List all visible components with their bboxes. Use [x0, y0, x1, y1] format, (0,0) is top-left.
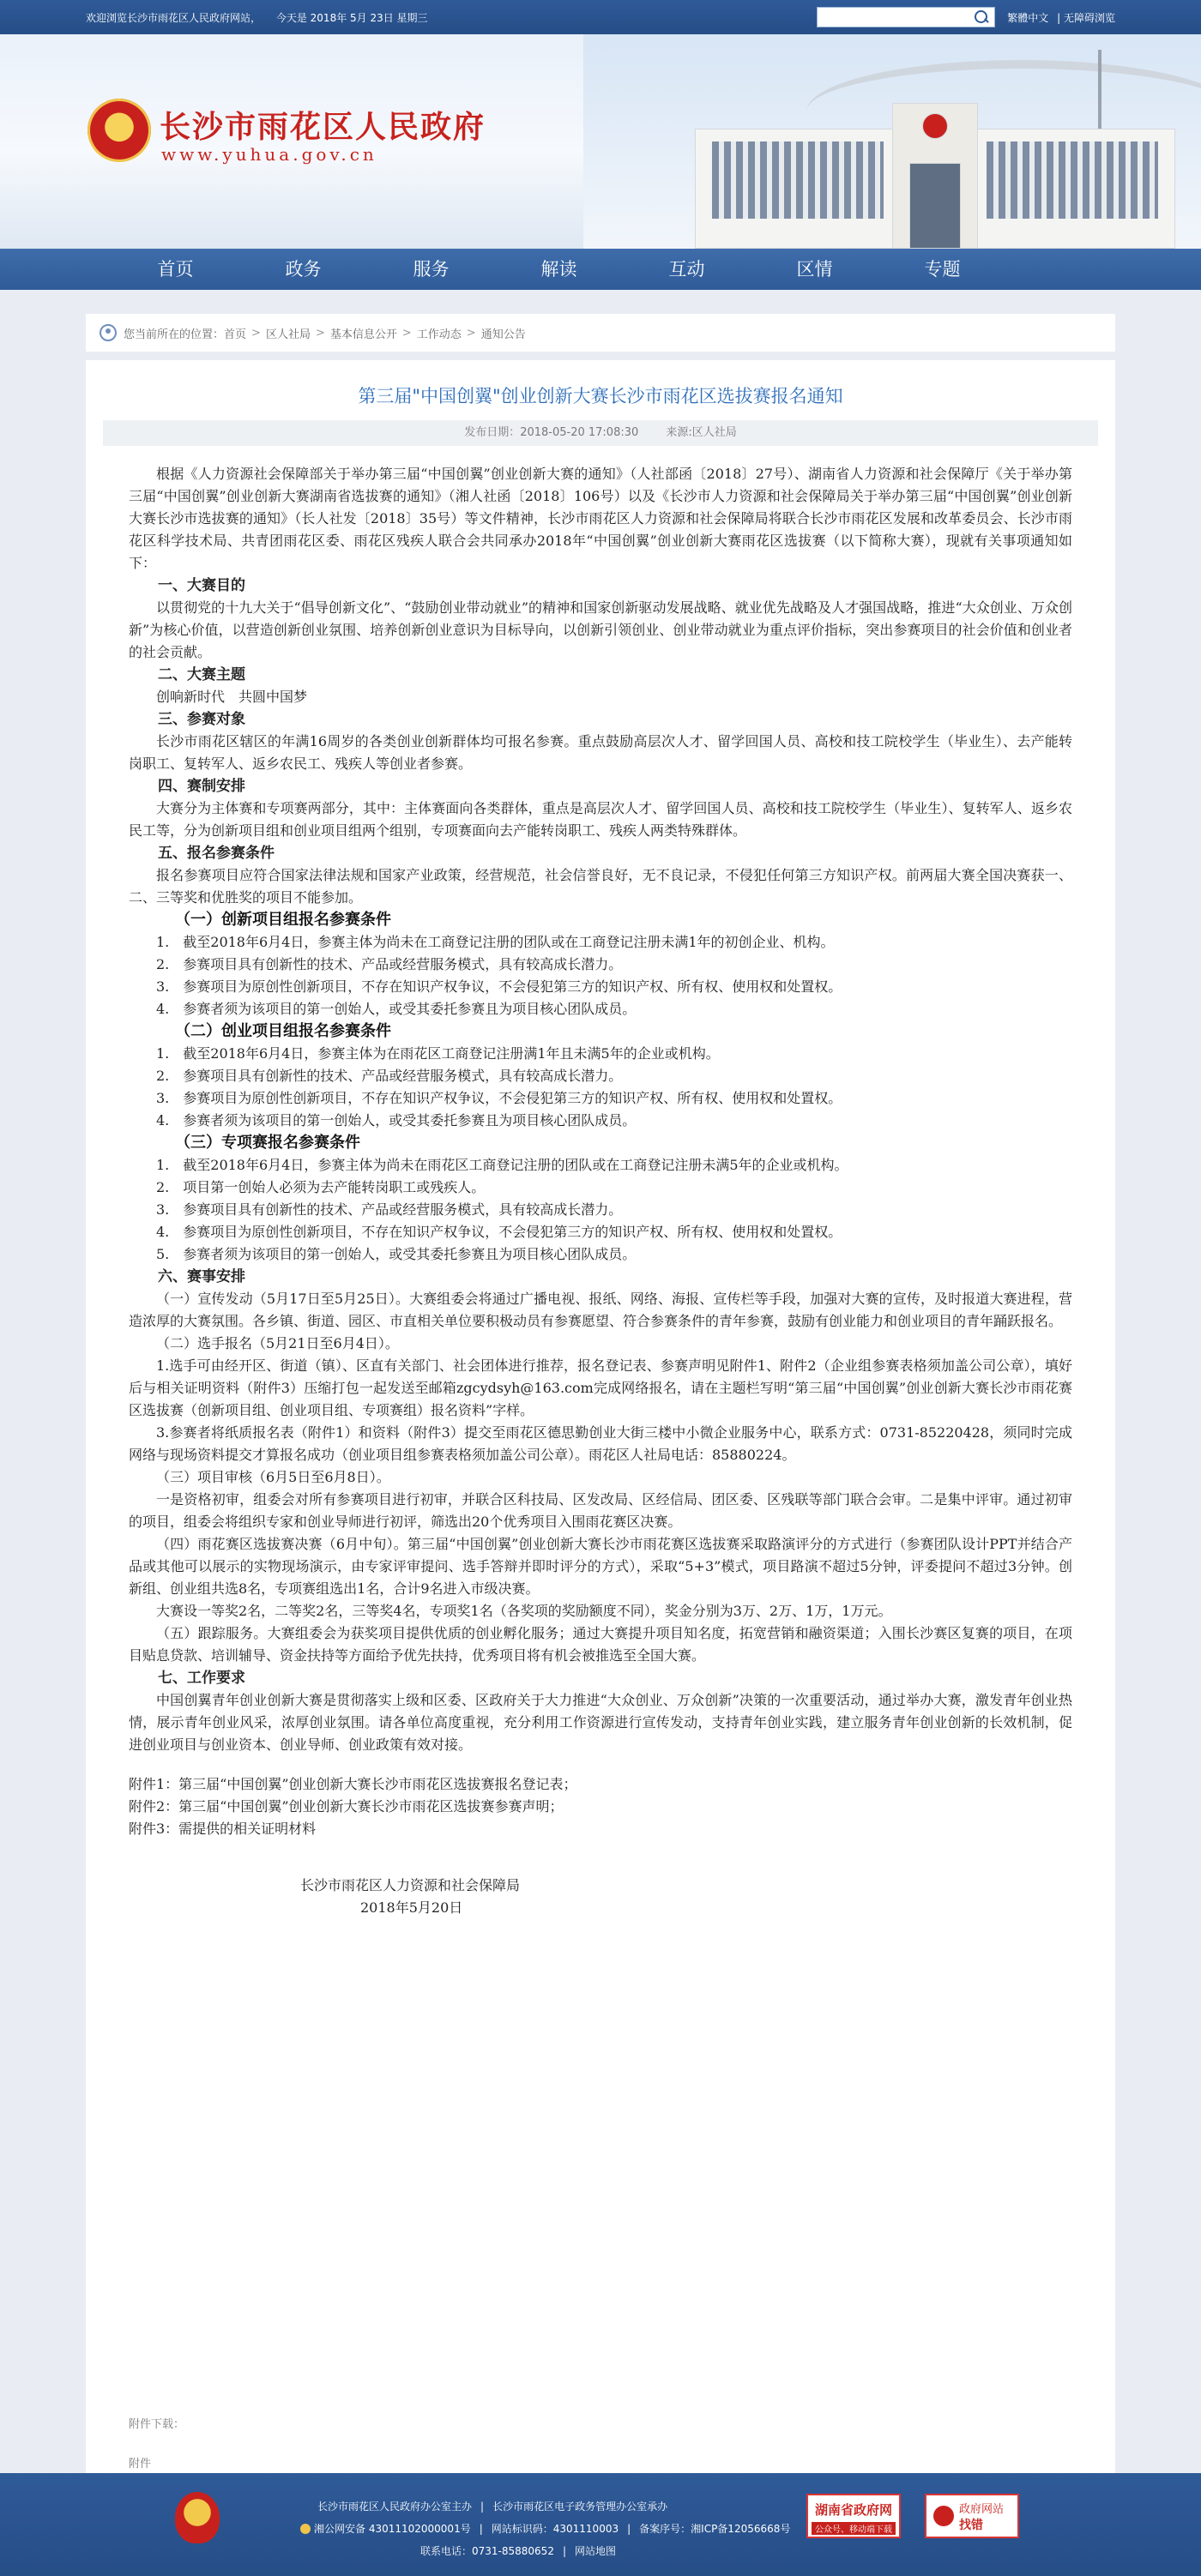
search-box	[817, 7, 995, 27]
breadcrumb-notices[interactable]: 通知公告	[480, 328, 526, 341]
site-title[interactable]: 长沙市雨花区人民政府	[160, 109, 486, 145]
hunan-gov-badge-title: 湖南省政府网	[814, 2502, 892, 2518]
nav-district-info[interactable]: 区情	[796, 259, 833, 280]
paragraph: 中国创翼青年创业创新大赛是贯彻落实上级和区委、区政府关于大力推进“大众创业、万众创新”决策的一次重要活动，通过举办大赛，激发青年创业热情，展示青年创业风采，浓厚创业氛围。请各单位高度重视，充分利用工作资源进行宣传发动，支持青年创业实践，建立服务青年创业创新的长效机制，促进创业项目与创业资本、创业导师、创业政策有效对接。	[129, 1692, 1072, 1753]
section-heading: 二、大赛主题	[158, 666, 245, 683]
article-source: 来源:区人社局	[666, 426, 737, 439]
nav-interpretation[interactable]: 解读	[540, 259, 577, 280]
paragraph: 4. 参赛者须为该项目的第一创始人，或受其委托参赛且为项目核心团队成员。	[156, 1001, 637, 1017]
paragraph: 2. 项目第一创始人必须为去产能转岗职工或残疾人。	[156, 1179, 486, 1195]
report-error-badge[interactable]	[925, 2494, 1019, 2538]
site-url: www.yuhua.gov.cn	[161, 144, 377, 165]
signature-line: 长沙市雨花区人力资源和社会保障局	[300, 1877, 521, 1893]
paragraph: 3. 参赛项目为原创性创新项目，不存在知识产权争议，不会侵犯第三方的知识产权、所有权、使用权和处置权。	[156, 978, 842, 995]
section-heading: 五、报名参赛条件	[158, 845, 275, 862]
footer-icp[interactable]: 备案序号：湘ICP备12056668号	[639, 2523, 791, 2535]
footer-organizer: 长沙市雨花区电子政务管理办公室承办	[492, 2501, 668, 2513]
section-heading: 四、赛制安排	[158, 778, 245, 795]
breadcrumb-prefix: 您当前所在的位置：	[124, 328, 225, 341]
hunan-gov-badge[interactable]	[806, 2494, 901, 2538]
header-banner	[0, 34, 1201, 249]
article	[86, 360, 1115, 2507]
footer	[0, 2473, 1201, 2576]
divider: |	[627, 2523, 631, 2535]
main-nav	[0, 249, 1201, 290]
spacer	[129, 1756, 1072, 1773]
paragraph: 1.选手可由经开区、街道（镇）、区直有关部门、社会团体进行推荐，报名登记表、参赛声明见附件1、附件2（企业组参赛表格须加盖公司公章），填好后与相关证明资料（附件3）压缩打包一起发送至邮箱zgcydsyh@163.com完成网络报名，请在主题栏写明“第三届“中国创翼”创业创新大赛长沙市雨花赛区选拔赛（创新项目组、创业项目组、专项赛组）报名资料”字样。	[129, 1357, 1072, 1418]
paragraph: 1. 截至2018年6月4日，参赛主体为尚未在雨花区工商登记注册的团队或在工商登记注册未满5年的企业或机构。	[156, 1157, 848, 1173]
top-bar	[0, 0, 1201, 34]
footer-phone: 联系电话：0731-85880652	[420, 2545, 554, 2557]
current-date: 今天是 2018年 5月 23日 星期三	[275, 11, 428, 24]
section-heading: 一、大赛目的	[158, 577, 245, 594]
paragraph: 报名参赛项目应符合国家法律法规和国家产业政策，经营规范，社会信誉良好，无不良记录，不侵犯任何第三方知识产权。前两届大赛全国决赛获一、二、三等奖和优胜奖的项目不能参加。	[129, 867, 1072, 906]
divider: |	[479, 2523, 483, 2535]
divider: |	[1057, 11, 1061, 24]
breadcrumb-basic-info[interactable]: 基本信息公开	[329, 328, 397, 341]
paragraph: 大赛设一等奖2名，二等奖2名，三等奖4名，专项奖1名（各奖项的奖励额度不同），奖金分别为3万、2万、1万，1万元。	[156, 1603, 892, 1619]
nav-services[interactable]: 服务	[413, 259, 450, 280]
paragraph: 3. 参赛项目具有创新性的技术、产品或经营服务模式，具有较高成长潜力。	[156, 1201, 623, 1218]
location-icon	[100, 324, 117, 341]
download-label: 附件下载：	[129, 2418, 185, 2431]
paragraph: 附件1：第三届“中国创翼”创业创新大赛长沙市雨花区选拔赛报名登记表；	[129, 1776, 577, 1792]
government-building-image	[583, 34, 1201, 249]
paragraph: （一）宣传发动（5月17日至5月25日）。大赛组委会将通过广播电视、报纸、网络、海报、宣传栏等手段，加强对大赛的宣传，及时报道大赛进程，营造浓厚的大赛氛围。各乡镇、街道、园区、市直相关单位要积极动员有参赛愿望、符合参赛条件的青年参赛，鼓励有创业能力和创业项目的青年踊跃报名。	[129, 1291, 1072, 1329]
paragraph: 大赛分为主体赛和专项赛两部分，其中：主体赛面向各类群体，重点是高层次人才、留学回国人员、高校和技工院校学生（毕业生）、复转军人、返乡农民工等，分为创新项目组和创业项目组两个组别，专项赛面向去产能转岗职工、残疾人两类特殊群体。	[129, 800, 1072, 839]
paragraph: （三）项目审核（6月5日至6月8日）。	[156, 1469, 390, 1485]
breadcrumb-separator: >	[315, 326, 325, 340]
paragraph: 1. 截至2018年6月4日，参赛主体为尚未在工商登记注册的团队或在工商登记注册未满1年的初创企业、机构。	[156, 934, 835, 950]
police-badge-icon	[300, 2524, 311, 2534]
article-meta	[103, 420, 1098, 446]
section-heading: （二）创业项目组报名参赛条件	[175, 1022, 391, 1040]
paragraph: 以贯彻党的十九大关于“倡导创新文化”、“鼓励创业带动就业”的精神和国家创新驱动发展战略、就业优先战略及人才强国战略，推进“大众创业、万众创新”为核心价值，以营造创新创业氛围、培养创新创业意识为目标导向，以创新引领创业、创业带动就业为重点评价指标，突出参赛项目的社会价值和创业者的社会贡献。	[129, 599, 1072, 660]
breadcrumb-separator: >	[251, 326, 261, 340]
signature-line: 2018年5月20日	[360, 1899, 463, 1916]
breadcrumb-separator: >	[466, 326, 476, 340]
nav-interaction[interactable]: 互动	[668, 259, 705, 280]
welcome-label: 欢迎浏览长沙市雨花区人民政府网站，	[86, 11, 262, 24]
nav-home[interactable]: 首页	[157, 259, 194, 280]
section-heading: （三）专项赛报名参赛条件	[175, 1134, 360, 1152]
search-icon[interactable]	[969, 8, 993, 27]
national-emblem-icon	[88, 99, 151, 162]
paragraph: 附件2：第三届“中国创翼”创业创新大赛长沙市雨花区选拔赛参赛声明；	[129, 1798, 564, 1815]
traditional-chinese-link[interactable]: 繁體中文	[1007, 11, 1049, 24]
article-body	[86, 446, 1115, 1919]
paragraph: 创响新时代 共圆中国梦	[156, 689, 308, 705]
breadcrumb-hr-bureau[interactable]: 区人社局	[265, 328, 311, 341]
spacer	[129, 1840, 1072, 1857]
report-error-sub: 找错	[959, 2518, 983, 2532]
paragraph: 2. 参赛项目具有创新性的技术、产品或经营服务模式，具有较高成长潜力。	[156, 1068, 623, 1084]
paragraph: 2. 参赛项目具有创新性的技术、产品或经营服务模式，具有较高成长潜力。	[156, 956, 623, 972]
paragraph: 4. 参赛者须为该项目的第一创始人，或受其委托参赛且为项目核心团队成员。	[156, 1112, 637, 1129]
paragraph: （五）跟踪服务。大赛组委会为获奖项目提供优质的创业孵化服务；通过大赛提升项目知名度，拓宽营销和融资渠道；入围长沙赛区复赛的项目，在项目贴息贷款、培训辅导、资金扶持等方面给予优先扶持，优秀项目将有机会被推选至全国大赛。	[129, 1625, 1072, 1664]
paragraph: 一是资格初审，组委会对所有参赛项目进行初审，并联合区科技局、区发改局、区经信局、团区委、区残联等部门联合会审。二是集中评审。通过初审的项目，组委会将组织专家和创业导师进行初评，筛选出20个优秀项目入围雨花赛区决赛。	[129, 1491, 1072, 1530]
search-input[interactable]	[818, 8, 969, 27]
section-heading: 六、赛事安排	[158, 1268, 245, 1285]
hunan-gov-badge-sub: 公众号、移动端下载	[812, 2522, 896, 2535]
paragraph: 3.参赛者将纸质报名表（附件1）和资料（附件3）提交至雨花区德思勤创业大街三楼中小微企业服务中心，联系方式：0731-85220428，须同时完成网络与现场资料提交才算报名成功（创业项目组参赛表格须加盖公司公章）。雨花区人社局电话：85880224。	[129, 1424, 1072, 1463]
paragraph: （四）雨花赛区选拔赛决赛（6月中旬）。第三届“中国创翼”创业创新大赛长沙市雨花赛区选拔赛采取路演评分的方式进行（参赛团队设计PPT并结合产品或其他可以展示的实物现场演示，由专家评审提问、选手答辩并即时评分的方式），采取“5+3”模式，项目路演不超过5分钟，评委提问不超过3分钟。创新组、创业组共选8名，专项赛组选出1名，合计9名进入市级决赛。	[129, 1536, 1072, 1597]
paragraph: 1. 截至2018年6月4日，参赛主体为在雨花区工商登记注册满1年且未满5年的企业或机构。	[156, 1045, 720, 1062]
section-heading: （一）创新项目组报名参赛条件	[175, 911, 391, 929]
attachment-label: 附件	[129, 2458, 152, 2471]
section-heading: 三、参赛对象	[158, 711, 245, 728]
nav-topics[interactable]: 专题	[924, 259, 961, 280]
breadcrumb	[86, 314, 1115, 352]
paragraph: 附件3：需提供的相关证明材料	[129, 1821, 317, 1837]
section-heading: 七、工作要求	[158, 1670, 245, 1687]
divider: |	[562, 2545, 566, 2557]
footer-police-record[interactable]: 湘公网安备 43011102000001号	[314, 2523, 471, 2535]
accessibility-link[interactable]: 无障碍浏览	[1063, 11, 1115, 24]
divider: |	[480, 2501, 485, 2513]
breadcrumb-work-news[interactable]: 工作动态	[416, 328, 462, 341]
paragraph: 5. 参赛者须为该项目的第一创始人，或受其委托参赛且为项目核心团队成员。	[156, 1246, 637, 1262]
paragraph: 4. 参赛项目为原创性创新项目，不存在知识产权争议，不会侵犯第三方的知识产权、所有权、使用权和处置权。	[156, 1224, 842, 1240]
article-title: 第三届"中国创翼"创业创新大赛长沙市雨花区选拔赛报名通知	[358, 386, 843, 406]
breadcrumb-home[interactable]: 首页	[224, 328, 247, 341]
spacer	[129, 1857, 1072, 1875]
sitemap-link[interactable]: 网站地图	[575, 2545, 617, 2557]
paragraph: 根据《人力资源社会保障部关于举办第三届“中国创翼”创业创新大赛的通知》（人社部函〔2018〕27号）、湖南省人力资源和社会保障厅《关于举办第三届“中国创翼”创业创新大赛湖南省选拔赛的通知》（湘人社函〔2018〕106号）以及《长沙市人力资源和社会保障局关于举办第三届“中国创翼”创业创新大赛长沙市选拔赛的通知》（长人社发〔2018〕35号）等文件精神，长沙市雨花区人力资源和社会保障局将联合长沙市雨花区发展和改革委员会、长沙市雨花区科学技术局、共青团雨花区委、雨花区残疾人联合会共同承办2018年“中国创翼”创业创新大赛雨花区选拔赛（以下简称大赛），现就有关事项通知如下：	[129, 466, 1072, 571]
paragraph: 长沙市雨花区辖区的年满16周岁的各类创业创新群体均可报名参赛。重点鼓励高层次人才、留学回国人员、高校和技工院校学生（毕业生）、去产能转岗职工、复转军人、返乡农民工、残疾人等创业者参赛。	[129, 733, 1072, 772]
paragraph: 3. 参赛项目为原创性创新项目，不存在知识产权争议，不会侵犯第三方的知识产权、所有权、使用权和处置权。	[156, 1090, 842, 1106]
report-error-title: 政府网站	[959, 2502, 1005, 2516]
footer-site-id: 网站标识码：4301110003	[491, 2523, 619, 2535]
footer-host: 长沙市雨花区人民政府办公室主办	[317, 2501, 473, 2513]
party-government-badge-icon[interactable]	[175, 2492, 220, 2543]
paragraph: （二）选手报名（5月21日至6月4日）。	[156, 1335, 399, 1351]
nav-government-affairs[interactable]: 政务	[285, 259, 322, 280]
welcome-text	[86, 10, 440, 25]
publish-date: 发布日期：2018-05-20 17:08:30	[464, 426, 639, 439]
breadcrumb-separator: >	[401, 326, 412, 340]
